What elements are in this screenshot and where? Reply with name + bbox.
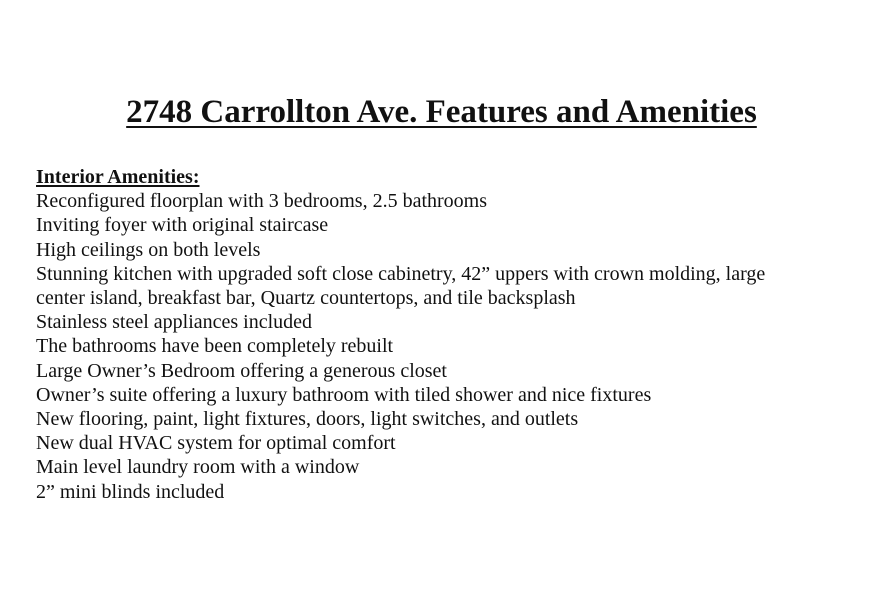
amenity-item: High ceilings on both levels [36, 238, 261, 261]
amenity-item: New flooring, paint, light fixtures, doors, light switches, and outlets [36, 408, 579, 431]
amenity-item: Reconfigured floorplan with 3 bedrooms, 2.5 bathrooms [36, 190, 488, 213]
amenity-item: Owner’s suite offering a luxury bathroom with tiled shower and nice fixtures [36, 383, 652, 406]
interior-amenities-heading: Interior Amenities: [36, 166, 200, 188]
amenity-item: Inviting foyer with original staircase [36, 214, 329, 237]
amenity-item: Stunning kitchen with upgraded soft close cabinetry, 42” uppers with crown molding, large [36, 262, 766, 285]
amenity-item: Main level laundry room with a window [36, 456, 360, 479]
amenity-item: Large Owner’s Bedroom offering a generous closet [36, 359, 447, 382]
amenity-item: Stainless steel appliances included [36, 311, 313, 334]
amenity-list [36, 189, 836, 504]
document-title: 2748 Carrollton Ave. Features and Amenities [126, 94, 757, 130]
interior-amenities-section [36, 165, 836, 504]
amenity-item: New dual HVAC system for optimal comfort [36, 432, 396, 455]
amenity-item: center island, breakfast bar, Quartz countertops, and tile backsplash [36, 287, 576, 310]
amenity-item: The bathrooms have been completely rebuilt [36, 335, 394, 358]
amenity-item: 2” mini blinds included [36, 480, 225, 503]
